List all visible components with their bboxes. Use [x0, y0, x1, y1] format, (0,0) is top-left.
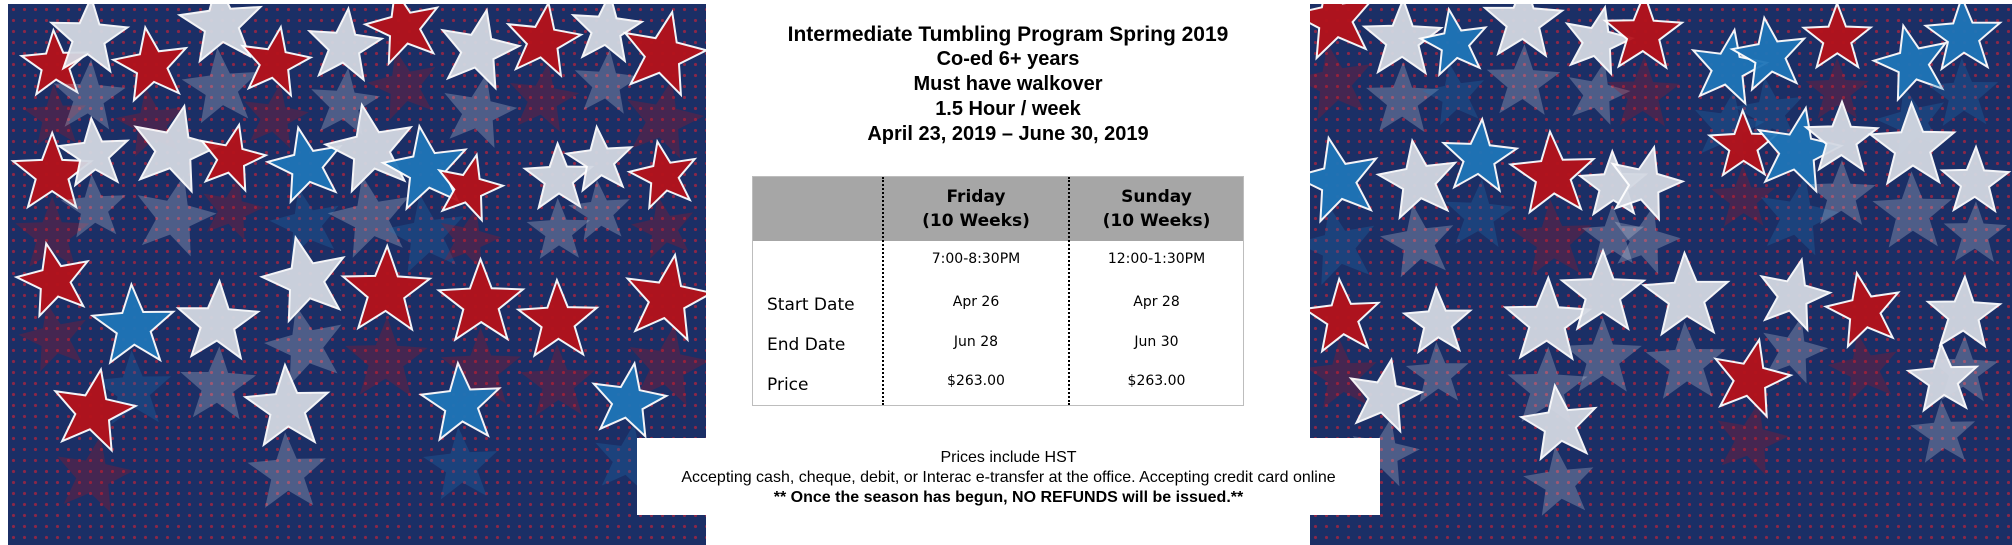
- stars-pattern-left: [8, 4, 706, 545]
- star-reflection-icon: [627, 80, 704, 159]
- star-reflection-icon: [270, 188, 339, 258]
- friday-start-date: Apr 26: [952, 294, 1000, 310]
- star-icon: [1310, 279, 1378, 351]
- star-icon: [508, 4, 581, 76]
- sunday-weeks: (10 Weeks): [1102, 211, 1211, 231]
- friday-column-header: [884, 185, 1068, 233]
- star-icon: [262, 238, 343, 321]
- star-icon: [1926, 4, 2000, 69]
- star-reflection-icon: [138, 176, 217, 257]
- friday-end-date: Jun 28: [953, 334, 999, 350]
- star-reflection-icon: [264, 306, 341, 385]
- star-reflection-icon: [423, 427, 497, 500]
- star-icon: [1404, 288, 1470, 352]
- star-icon: [518, 280, 597, 355]
- star-icon: [365, 4, 437, 63]
- star-icon: [1444, 119, 1517, 190]
- star-icon: [1310, 4, 1372, 58]
- star-icon: [178, 281, 258, 358]
- star-icon: [1511, 132, 1594, 213]
- sunday-price: $263.00: [1127, 373, 1186, 389]
- notice-refund-policy: ** Once the season has begun, NO REFUNDS will be issued.**: [773, 489, 1244, 506]
- program-header: [706, 22, 1310, 147]
- star-reflection-icon: [18, 303, 85, 372]
- friday-price: $263.00: [947, 373, 1005, 389]
- star-icon: [1942, 147, 2009, 211]
- star-icon: [93, 285, 174, 363]
- star-reflection-icon: [1513, 199, 1592, 276]
- sunday-day: Sunday: [1121, 187, 1192, 207]
- sunday-start-date: Apr 28: [1133, 294, 1180, 310]
- star-reflection-icon: [367, 50, 435, 120]
- friday-weeks: (10 Weeks): [922, 211, 1030, 231]
- row-label-start-date: Start Date: [767, 295, 855, 315]
- star-reflection-icon: [328, 176, 409, 258]
- star-icon: [573, 4, 642, 61]
- star-icon: [17, 244, 88, 316]
- stars-decoration-right: [1310, 4, 2012, 545]
- star-reflection-icon: [1805, 58, 1869, 119]
- star-reflection-icon: [180, 346, 256, 419]
- star-reflection-icon: [568, 180, 630, 240]
- program-duration: 1.5 Hour / week: [935, 98, 1081, 120]
- star-reflection-icon: [575, 50, 640, 114]
- program-title: Intermediate Tumbling Program Spring 2019: [787, 23, 1229, 46]
- star-reflection-icon: [1828, 333, 1897, 403]
- star-reflection-icon: [1910, 400, 1975, 463]
- star-reflection-icon: [1717, 402, 1788, 475]
- star-icon: [1826, 273, 1898, 346]
- star-reflection-icon: [1523, 446, 1593, 515]
- notice-hst: Prices include HST: [940, 449, 1077, 466]
- star-reflection-icon: [182, 48, 259, 123]
- star-icon: [113, 28, 186, 101]
- program-age-group: Co-ed 6+ years: [936, 48, 1080, 70]
- star-icon: [243, 27, 311, 95]
- sunday-time: 12:00-1:30PM: [1107, 251, 1206, 267]
- star-icon: [1928, 277, 2000, 346]
- star-icon: [628, 255, 706, 340]
- star-reflection-icon: [1445, 179, 1515, 247]
- star-icon: [443, 10, 520, 88]
- stars-pattern-right: [1310, 4, 2012, 545]
- star-icon: [1804, 4, 1871, 67]
- sunday-end-date: Jun 30: [1134, 334, 1179, 350]
- star-icon: [1421, 9, 1486, 74]
- star-icon: [1310, 138, 1376, 221]
- star-reflection-icon: [444, 74, 517, 148]
- star-icon: [310, 9, 382, 80]
- star-icon: [1870, 103, 1954, 183]
- star-icon: [1762, 260, 1830, 330]
- star-reflection-icon: [1422, 63, 1484, 125]
- star-reflection-icon: [1380, 204, 1453, 277]
- notice-payment-methods: Accepting cash, cheque, debit, or Interac e-transfer at the office. Accepting credit card online: [681, 469, 1336, 486]
- star-icon: [268, 128, 341, 202]
- star-icon: [439, 259, 523, 339]
- payment-notice: [637, 438, 1380, 515]
- star-icon: [1378, 141, 1455, 218]
- friday-time: 7:00-8:30PM: [931, 251, 1021, 267]
- row-label-end-date: End Date: [767, 335, 846, 355]
- star-reflection-icon: [248, 432, 326, 508]
- sunday-column-header: [1070, 185, 1243, 233]
- stars-decoration-left: [8, 4, 706, 545]
- star-reflection-icon: [631, 196, 693, 259]
- row-label-price: Price: [767, 375, 809, 395]
- program-date-range: April 23, 2019 – June 30, 2019: [867, 123, 1149, 145]
- star-reflection-icon: [203, 178, 264, 240]
- star-icon: [245, 365, 327, 445]
- program-requirement: Must have walkover: [913, 73, 1103, 95]
- star-reflection-icon: [57, 436, 133, 513]
- star-icon: [629, 142, 694, 208]
- star-reflection-icon: [510, 63, 579, 132]
- schedule-table: [752, 176, 1244, 406]
- friday-day: Friday: [946, 187, 1006, 207]
